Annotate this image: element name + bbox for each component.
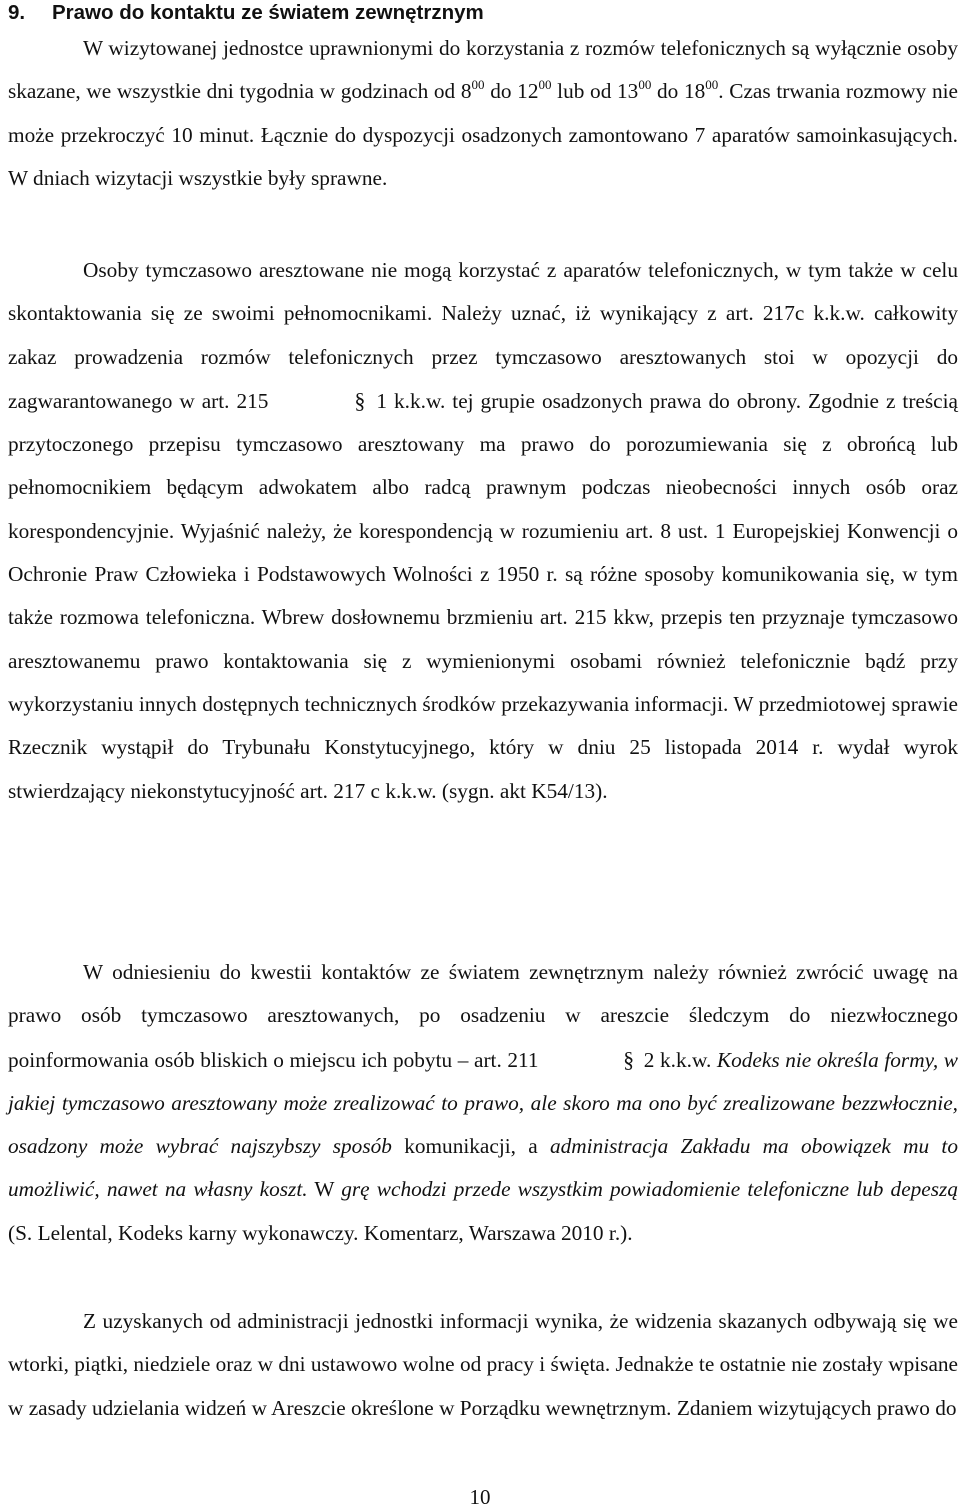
paragraph-detainees-phone-ban [8,249,958,813]
paragraph-text: 1 k.k.w. tej grupie osadzonych prawa do obrony. Zgodnie z treścią przytoczonego przepisu tymczasowo aresztowany ma prawo do porozumiewania się z obrońcą lub pełnomocnikiem będącym adwokatem albo radcą prawnym podczas nieobecności innych osób oraz korespondencyjnie. Wyjaśnić należy, że korespondencją w rozumieniu art. 8 ust. 1 Europejskiej Konwencji o Ochronie Praw Człowieka i Podstawowych Wolności z 1950 r. są różne sposoby komunikowania się, w tym także rozmowa telefoniczna. Wbrew dosłownemu brzmieniu art. 215 kkw, przepis ten przyznaje tymczasowo aresztowanemu prawo kontaktowania się z wymienionymi osobami również telefonicznie bądź przy wykorzystaniu innych dostępnych technicznych środków przekazywania informacji. W przedmiotowej sprawie Rzecznik wystąpił do Trybunału Konstytucyjnego, który w dniu 25 listopada 2014 r. wydał wyrok stwierdzający niekonstytucyjność art. 217 c k.k.w. (sygn. akt K54/13). [8,388,958,803]
quotation-text: administracja Zakładu ma obowiązek mu to umożliwić, nawet na własny koszt. [8,1134,959,1202]
section-sign-icon: § [354,387,366,413]
section-sign-icon: § [623,1046,635,1072]
paragraph-text: lub od 13 [551,79,639,104]
paragraph-text: W odniesieniu do kwestii kontaktów ze światem zewnętrznym należy również zwrócić uwagę na prawo osób tymczasowo aresztowanych, po osadzeniu w areszcie śledczym do niezwłocznego poinformowania osób bliskich o miejscu ich pobytu – art. 211 [8,960,958,1072]
paragraph-text: W wizytowanej jednostce uprawnionymi do korzystania z rozmów telefonicznych są wyłącznie osoby skazane, we wszystkie dni tygodnia w godzinach od 8 [8,36,958,104]
paragraph-text: . Czas trwania rozmowy nie może przekroczyć 10 minut. Łącznie do dyspozycji osadzonych zamontowano 7 aparatów samoinkasujących. W dniach wizytacji wszystkie były sprawne. [8,79,959,190]
quotation-text: Kodeks nie określa formy, w jakiej tymczasowo aresztowany może zrealizować to prawo, ale skoro ma ono być zrealizowane bezzwłocznie, osadzony może wybrać najszybszy sposób [8,1047,958,1159]
paragraph-text: Z uzyskanych od administracji jednostki informacji wynika, że widzenia skazanych odbywają się we wtorki, piątki, niedziele oraz w dni ustawowo wolne od pracy i święta. Jednakże te ostatnie nie zostały wpisane w zasady udzielania widzeń w Areszcie określone w Porządku wewnętrznym. Zdaniem wizytujących prawo do [8,1309,958,1420]
paragraph-family-notification [8,951,958,1255]
superscript-minutes: 00 [538,77,552,93]
paragraph-text: komunikacji, a [391,1134,550,1159]
section-heading [8,1,484,25]
section-title: Prawo do kontaktu ze światem zewnętrznym [52,1,484,24]
paragraph-text: W [307,1177,342,1202]
paragraph-text: do 12 [484,79,539,104]
quotation-text: grę wchodzi przede wszystkim powiadomienie telefoniczne lub depeszą [341,1177,958,1202]
paragraph-text: do 18 [651,79,706,104]
section-number: 9. [8,1,26,24]
paragraph-visits [8,1300,958,1430]
superscript-minutes: 00 [471,77,485,93]
superscript-minutes: 00 [705,77,719,93]
paragraph-telephone-access [8,27,958,200]
paragraph-text: 2 k.k.w. [643,1047,717,1072]
page-number: 10 [469,1485,491,1509]
citation-text: (S. Lelental, Kodeks karny wykonawczy. Komentarz, Warszawa 2010 r.). [8,1220,633,1245]
paragraph-text: Osoby tymczasowo aresztowane nie mogą korzystać z aparatów telefonicznych, w tym także w celu skontaktowania się ze swoimi pełnomocnikami. Należy uznać, iż wynikający z art. 217c k.k.w. całkowity zakaz prowadzenia rozmów telefonicznych przez tymczasowo aresztowanych stoi w opozycji do zagwarantowanego w art. 215 [8,258,958,413]
superscript-minutes: 00 [638,77,652,93]
